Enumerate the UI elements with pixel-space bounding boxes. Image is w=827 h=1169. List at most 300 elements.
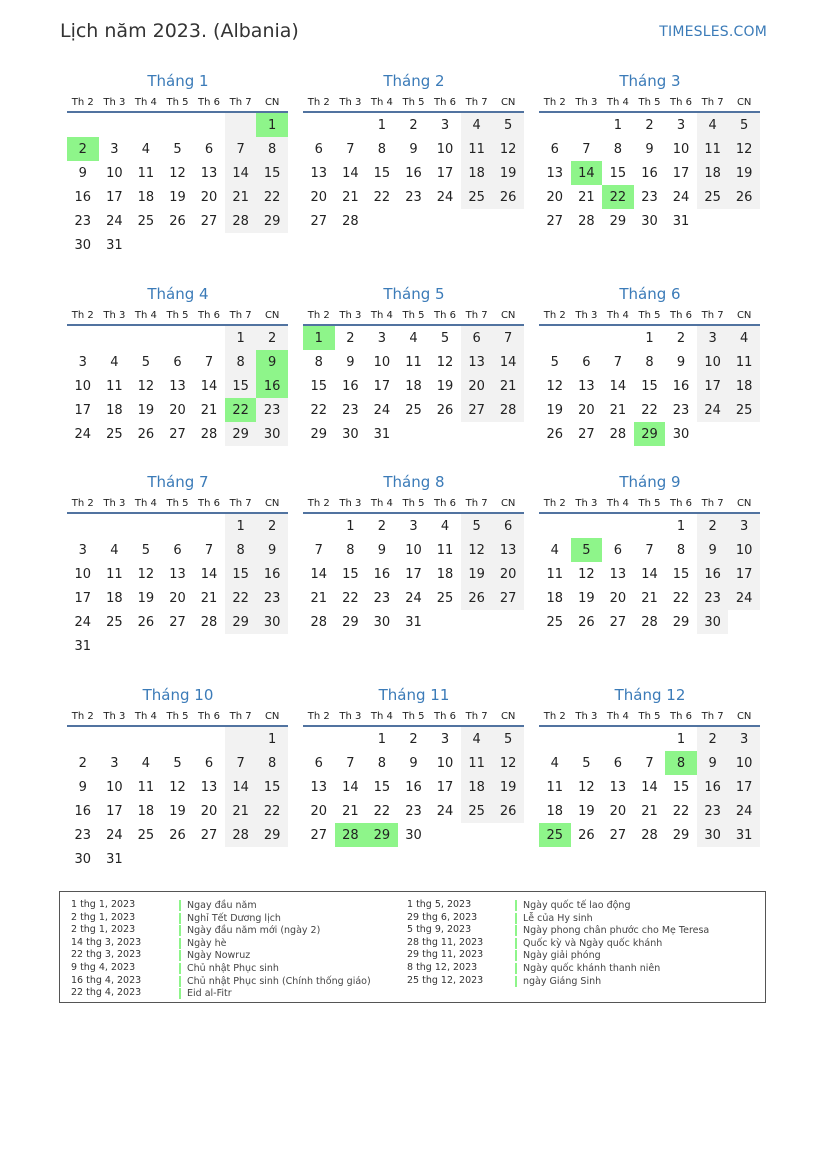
day-cell: 24 (728, 586, 760, 610)
weekday-header: Th 4 (366, 94, 398, 112)
day-cell: 19 (436, 378, 454, 394)
week-row (67, 751, 288, 775)
day-cell: 29 (225, 610, 257, 634)
month-table (539, 495, 760, 634)
day-cell: 14 (342, 165, 359, 181)
day-cell: 12 (492, 137, 524, 161)
empty-cell (130, 634, 162, 658)
empty-cell (130, 847, 162, 871)
week-row (67, 374, 288, 398)
empty-cell (256, 847, 288, 871)
empty-cell (99, 325, 131, 350)
empty-cell (67, 513, 99, 538)
weekday-header: CN (728, 495, 760, 513)
day-cell: 1 (346, 518, 355, 534)
day-cell: 10 (373, 354, 391, 370)
empty-cell (67, 726, 99, 751)
day-cell: 6 (173, 542, 182, 558)
week-row (67, 538, 288, 562)
day-cell: 13 (310, 165, 328, 181)
day-cell: 4 (697, 112, 729, 137)
day-cell: 11 (461, 751, 493, 775)
day-cell: 5 (582, 755, 591, 771)
week-row (303, 398, 524, 422)
weekday-header: CN (256, 307, 288, 325)
weekday-header: CN (492, 94, 524, 112)
month-12 (539, 685, 761, 847)
day-cell: 24 (373, 402, 391, 418)
legend-date: 22 thg 3, 2023 (71, 949, 142, 961)
legend-date: 29 thg 6, 2023 (407, 911, 478, 923)
month-title: Tháng 9 (619, 473, 681, 491)
day-cell: 9 (676, 354, 686, 370)
day-cell: 15 (342, 566, 359, 582)
empty-cell (492, 823, 524, 847)
legend-holiday-name: Ngày đầu năm mới (ngày 2) (179, 925, 320, 936)
day-cell: 16 (672, 378, 690, 394)
day-cell: 9 (256, 538, 288, 562)
legend-holiday-name: Nghỉ Tết Dương lịch (179, 913, 281, 924)
day-cell: 6 (582, 354, 591, 370)
empty-cell (225, 233, 257, 257)
holiday-day-cell: 1 (303, 325, 335, 350)
day-cell: 19 (492, 161, 524, 185)
day-cell: 30 (342, 426, 359, 442)
day-cell: 24 (405, 590, 422, 606)
day-cell: 1 (256, 726, 288, 751)
day-cell: 4 (440, 518, 450, 534)
day-cell: 26 (169, 827, 186, 843)
week-row (67, 799, 288, 823)
day-cell: 14 (310, 566, 328, 582)
day-cell: 14 (641, 566, 658, 582)
day-cell: 4 (110, 542, 119, 558)
day-cell: 30 (697, 823, 729, 847)
week-row (303, 799, 524, 823)
day-cell: 7 (613, 354, 623, 370)
day-cell: 8 (314, 354, 323, 370)
legend-date: 22 thg 4, 2023 (71, 987, 142, 999)
holiday-day-cell: 29 (634, 422, 666, 446)
empty-cell (193, 325, 225, 350)
day-cell: 5 (173, 755, 182, 771)
day-cell: 11 (137, 779, 155, 795)
day-cell: 23 (256, 398, 288, 422)
weekday-header: CN (492, 307, 524, 325)
month-8 (303, 472, 525, 634)
weekday-header: Th 2 (303, 708, 335, 726)
month-table (67, 307, 288, 446)
day-cell: 2 (697, 513, 729, 538)
empty-cell (225, 726, 257, 751)
empty-cell (67, 325, 99, 350)
month-title: Tháng 1 (147, 72, 209, 90)
empty-cell (429, 823, 461, 847)
empty-cell (571, 325, 603, 350)
day-cell: 22 (342, 590, 359, 606)
day-cell: 2 (645, 117, 654, 133)
empty-cell (130, 112, 162, 137)
day-cell: 20 (546, 189, 564, 205)
day-cell: 4 (110, 354, 119, 370)
weekday-header: Th 5 (398, 495, 430, 513)
day-cell: 27 (310, 827, 328, 843)
day-cell: 1 (225, 513, 257, 538)
day-cell: 28 (200, 614, 218, 630)
weekday-header: Th 7 (697, 495, 729, 513)
weekday-header: Th 4 (602, 94, 634, 112)
empty-cell (539, 112, 571, 137)
day-cell: 13 (578, 378, 595, 394)
legend-holiday-name: Ngày Nowruz (179, 950, 250, 961)
weekday-header: Th 5 (634, 94, 666, 112)
day-cell: 21 (225, 185, 257, 209)
weekday-header: CN (728, 307, 760, 325)
weekday-header: Th 4 (366, 495, 398, 513)
day-cell: 31 (106, 851, 123, 867)
weekday-header: Th 7 (225, 94, 257, 112)
week-row (539, 513, 760, 538)
week-row (539, 350, 760, 374)
empty-cell (461, 610, 493, 634)
day-cell: 19 (461, 562, 493, 586)
weekday-header: Th 5 (162, 94, 194, 112)
day-cell: 12 (137, 566, 155, 582)
empty-cell (162, 112, 194, 137)
week-row (539, 185, 760, 209)
weekday-header: Th 6 (665, 94, 697, 112)
week-row (67, 137, 288, 161)
weekday-header: Th 6 (193, 307, 225, 325)
day-cell: 2 (78, 755, 87, 771)
day-cell: 2 (409, 117, 418, 133)
week-row (539, 775, 760, 799)
day-cell: 21 (578, 189, 595, 205)
weekday-header: Th 5 (398, 307, 430, 325)
empty-cell (728, 209, 760, 233)
day-cell: 24 (672, 189, 690, 205)
day-cell: 25 (106, 426, 123, 442)
empty-cell (99, 726, 131, 751)
day-cell: 10 (697, 350, 729, 374)
day-cell: 27 (169, 614, 186, 630)
month-table (303, 708, 524, 847)
empty-cell (602, 513, 634, 538)
day-cell: 28 (492, 398, 524, 422)
day-cell: 23 (256, 586, 288, 610)
day-cell: 11 (546, 779, 564, 795)
legend-holiday-name: Ngày hè (179, 938, 226, 949)
legend-date: 8 thg 12, 2023 (407, 961, 478, 973)
day-cell: 8 (613, 141, 623, 157)
week-row (539, 823, 760, 847)
day-cell: 2 (409, 731, 418, 747)
day-cell: 20 (169, 402, 186, 418)
day-cell: 19 (169, 189, 186, 205)
empty-cell (539, 726, 571, 751)
legend-holiday-name: Ngày giải phóng (515, 950, 601, 961)
day-cell: 30 (697, 610, 729, 634)
day-cell: 23 (373, 590, 391, 606)
day-cell: 30 (373, 614, 391, 630)
weekday-header: Th 2 (539, 495, 571, 513)
month-title: Tháng 11 (378, 686, 450, 704)
day-cell: 26 (436, 402, 454, 418)
day-cell: 5 (492, 726, 524, 751)
day-cell: 2 (346, 330, 355, 346)
month-3 (539, 71, 761, 233)
day-cell: 7 (225, 751, 257, 775)
day-cell: 17 (106, 189, 123, 205)
day-cell: 11 (461, 137, 493, 161)
empty-cell (67, 112, 99, 137)
day-cell: 3 (110, 755, 119, 771)
day-cell: 28 (225, 823, 257, 847)
day-cell: 15 (672, 566, 690, 582)
empty-cell (162, 233, 194, 257)
day-cell: 19 (137, 590, 155, 606)
day-cell: 12 (169, 779, 186, 795)
day-cell: 27 (609, 827, 627, 843)
day-cell: 1 (645, 330, 654, 346)
month-table (303, 94, 524, 233)
weekday-header: Th 2 (539, 94, 571, 112)
weekday-header: CN (492, 495, 524, 513)
weekday-header: Th 6 (429, 708, 461, 726)
weekday-header: Th 7 (225, 708, 257, 726)
empty-cell (461, 823, 493, 847)
day-cell: 17 (74, 590, 92, 606)
empty-cell (303, 726, 335, 751)
day-cell: 30 (256, 610, 288, 634)
day-cell: 9 (346, 354, 355, 370)
day-cell: 31 (74, 638, 92, 654)
day-cell: 7 (645, 755, 654, 771)
weekday-header: Th 7 (461, 708, 493, 726)
day-cell: 12 (578, 779, 595, 795)
day-cell: 16 (74, 803, 92, 819)
empty-cell (193, 847, 225, 871)
weekday-header: Th 7 (461, 94, 493, 112)
day-cell: 30 (641, 213, 658, 229)
weekday-header: Th 7 (697, 708, 729, 726)
weekday-header: CN (728, 708, 760, 726)
day-cell: 19 (546, 402, 564, 418)
empty-cell (398, 422, 430, 446)
weekday-header: Th 2 (303, 495, 335, 513)
weekday-header: Th 3 (99, 495, 131, 513)
day-cell: 12 (461, 538, 493, 562)
weekday-header: Th 2 (539, 708, 571, 726)
empty-cell (193, 513, 225, 538)
day-cell: 25 (728, 398, 760, 422)
day-cell: 25 (405, 402, 422, 418)
week-row (67, 823, 288, 847)
day-cell: 10 (74, 566, 92, 582)
day-cell: 22 (225, 586, 257, 610)
day-cell: 11 (697, 137, 729, 161)
day-cell: 6 (204, 755, 214, 771)
day-cell: 3 (110, 141, 119, 157)
day-cell: 14 (609, 378, 627, 394)
week-row (539, 562, 760, 586)
day-cell: 28 (609, 426, 627, 442)
day-cell: 8 (256, 137, 288, 161)
day-cell: 24 (436, 189, 454, 205)
day-cell: 15 (225, 562, 257, 586)
day-cell: 27 (200, 213, 218, 229)
day-cell: 15 (225, 374, 257, 398)
legend-date: 9 thg 4, 2023 (71, 961, 136, 973)
empty-cell (162, 325, 194, 350)
legend-holiday-name: Eid al-Fitr (179, 988, 232, 999)
weekday-header: Th 4 (602, 708, 634, 726)
empty-cell (193, 112, 225, 137)
weekday-header: Th 4 (130, 495, 162, 513)
day-cell: 20 (609, 803, 627, 819)
weekday-header: CN (492, 708, 524, 726)
day-cell: 18 (137, 803, 155, 819)
empty-cell (728, 422, 760, 446)
day-cell: 9 (645, 141, 654, 157)
day-cell: 12 (137, 378, 155, 394)
day-cell: 31 (728, 823, 760, 847)
day-cell: 11 (546, 566, 564, 582)
month-table (67, 708, 288, 871)
day-cell: 17 (436, 779, 454, 795)
day-cell: 30 (405, 827, 422, 843)
day-cell: 15 (609, 165, 627, 181)
day-cell: 3 (377, 330, 387, 346)
weekday-header: Th 2 (303, 307, 335, 325)
day-cell: 10 (405, 542, 422, 558)
day-cell: 24 (436, 803, 454, 819)
day-cell: 3 (440, 731, 450, 747)
week-row (67, 422, 288, 446)
day-cell: 24 (728, 799, 760, 823)
day-cell: 25 (436, 590, 454, 606)
day-cell: 1 (225, 325, 257, 350)
day-cell: 13 (169, 378, 186, 394)
holiday-day-cell: 22 (602, 185, 634, 209)
day-cell: 8 (225, 538, 257, 562)
week-row (303, 350, 524, 374)
week-row (539, 209, 760, 233)
day-cell: 9 (78, 165, 87, 181)
day-cell: 10 (106, 779, 123, 795)
day-cell: 31 (672, 213, 690, 229)
day-cell: 11 (728, 350, 760, 374)
day-cell: 2 (256, 513, 288, 538)
day-cell: 28 (641, 614, 658, 630)
weekday-header: Th 2 (67, 495, 99, 513)
day-cell: 27 (609, 614, 627, 630)
day-cell: 3 (78, 354, 87, 370)
weekday-header: Th 6 (429, 94, 461, 112)
day-cell: 20 (609, 590, 627, 606)
day-cell: 1 (613, 117, 623, 133)
week-row (67, 775, 288, 799)
weekday-header: Th 3 (99, 94, 131, 112)
day-cell: 14 (342, 779, 359, 795)
day-cell: 15 (256, 161, 288, 185)
day-cell: 28 (225, 209, 257, 233)
weekday-header: Th 7 (697, 307, 729, 325)
empty-cell (634, 726, 666, 751)
day-cell: 30 (74, 237, 92, 253)
day-cell: 17 (728, 775, 760, 799)
month-table (67, 495, 288, 658)
day-cell: 12 (578, 566, 595, 582)
legend-date: 16 thg 4, 2023 (71, 974, 142, 986)
day-cell: 10 (436, 141, 454, 157)
day-cell: 23 (697, 799, 729, 823)
day-cell: 20 (310, 189, 328, 205)
weekday-header: Th 3 (335, 307, 367, 325)
day-cell: 29 (225, 422, 257, 446)
empty-cell (225, 847, 257, 871)
week-row (303, 775, 524, 799)
day-cell: 22 (256, 799, 288, 823)
legend-date: 29 thg 11, 2023 (407, 949, 484, 961)
day-cell: 14 (225, 161, 257, 185)
week-row (67, 233, 288, 257)
day-cell: 23 (74, 213, 92, 229)
day-cell: 9 (78, 779, 87, 795)
day-cell: 24 (74, 426, 92, 442)
day-cell: 13 (200, 779, 218, 795)
day-cell: 26 (137, 614, 155, 630)
day-cell: 24 (74, 614, 92, 630)
day-cell: 7 (204, 354, 214, 370)
day-cell: 16 (373, 566, 391, 582)
day-cell: 15 (256, 775, 288, 799)
empty-cell (162, 513, 194, 538)
day-cell: 30 (672, 426, 690, 442)
week-row (539, 161, 760, 185)
week-row (303, 562, 524, 586)
weekday-header: Th 6 (665, 307, 697, 325)
week-row (303, 325, 524, 350)
holiday-day-cell: 2 (67, 137, 99, 161)
empty-cell (335, 112, 367, 137)
empty-cell (256, 634, 288, 658)
day-cell: 3 (676, 117, 686, 133)
empty-cell (492, 610, 524, 634)
brand-link[interactable]: TIMESLES.COM (659, 24, 767, 40)
day-cell: 4 (141, 141, 151, 157)
legend-holiday-name: Chủ nhật Phục sinh (179, 963, 279, 974)
day-cell: 22 (373, 189, 391, 205)
day-cell: 13 (492, 538, 524, 562)
day-cell: 16 (697, 562, 729, 586)
month-title: Tháng 12 (614, 686, 686, 704)
day-cell: 16 (342, 378, 359, 394)
empty-cell (256, 233, 288, 257)
day-cell: 17 (672, 165, 690, 181)
day-cell: 6 (314, 755, 323, 771)
day-cell: 19 (578, 590, 595, 606)
day-cell: 5 (492, 112, 524, 137)
day-cell: 5 (550, 354, 559, 370)
legend-date: 25 thg 12, 2023 (407, 974, 484, 986)
weekday-header: CN (256, 94, 288, 112)
day-cell: 25 (137, 827, 155, 843)
legend-holiday-name: ngày Giáng Sinh (515, 976, 601, 987)
weekday-header: Th 2 (67, 307, 99, 325)
day-cell: 21 (342, 189, 359, 205)
holiday-day-cell: 16 (256, 374, 288, 398)
